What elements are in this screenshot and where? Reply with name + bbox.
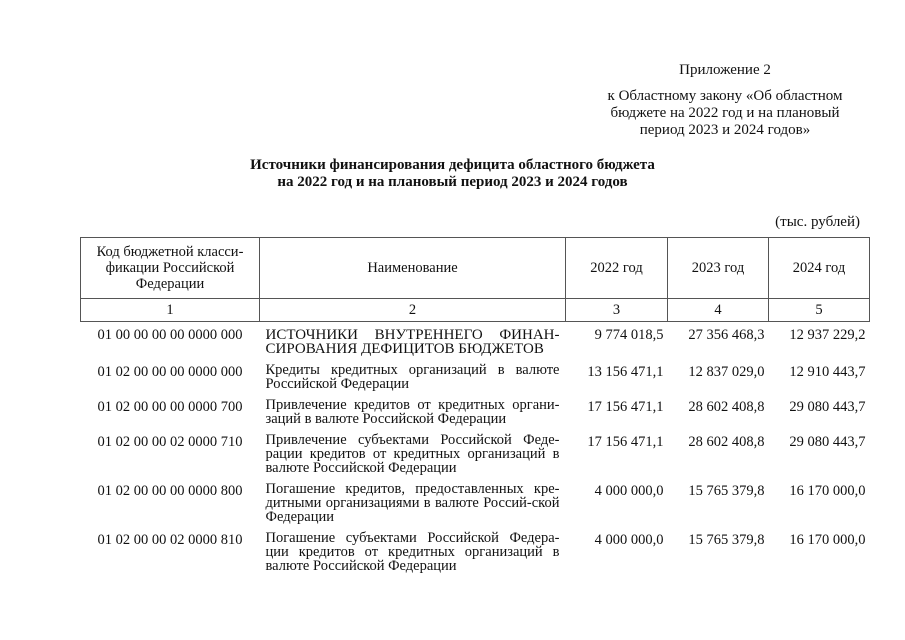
row-value-2024: 12 910 443,7: [789, 364, 866, 380]
row-code: 01 00 00 00 00 0000 000: [97, 327, 243, 343]
header-row: [81, 238, 870, 299]
header-2024: 2024 год: [769, 238, 870, 299]
header-name: Наименование: [260, 238, 566, 299]
column-number: 5: [769, 299, 870, 322]
row-value-2023: 12 837 029,0: [688, 364, 765, 380]
column-number: 4: [668, 299, 769, 322]
table-row: [81, 398, 870, 433]
row-value-2024: 16 170 000,0: [789, 483, 866, 499]
row-value-2022: 4 000 000,0: [594, 532, 664, 548]
header-code: Код бюджетной класси-фикации Российской Федерации: [81, 238, 260, 299]
annex-title: Приложение 2: [679, 62, 771, 78]
column-number: 1: [81, 299, 260, 322]
row-value-2022: 17 156 471,1: [587, 434, 664, 450]
table-row: [81, 482, 870, 531]
row-value-2024: 29 080 443,7: [789, 434, 866, 450]
row-value-2022: 4 000 000,0: [594, 483, 664, 499]
row-value-2022: 13 156 471,1: [587, 364, 664, 380]
row-name: Привлечение субъектами Российской Феде-рации кредитов от кредитных организаций в валюте Российской Федерации: [265, 432, 560, 476]
row-code: 01 02 00 00 00 0000 000: [97, 364, 243, 380]
table-row: [81, 433, 870, 482]
row-value-2024: 16 170 000,0: [789, 532, 866, 548]
column-number-row: [81, 299, 870, 322]
header-2023: 2023 год: [668, 238, 769, 299]
row-value-2023: 15 765 379,8: [688, 483, 765, 499]
units-label: (тыс. рублей): [775, 214, 860, 230]
header-2022: 2022 год: [566, 238, 668, 299]
row-value-2023: 28 602 408,8: [688, 434, 765, 450]
row-value-2023: 15 765 379,8: [688, 532, 765, 548]
row-code: 01 02 00 00 02 0000 810: [97, 532, 243, 548]
row-value-2024: 12 937 229,2: [789, 327, 866, 343]
document-title-line-1: Источники финансирования дефицита областного бюджета: [250, 157, 655, 173]
column-number: 3: [566, 299, 668, 322]
row-name: Погашение субъектами Российской Федера-ции кредитов от кредитных организаций в валюте Российской Федерации: [265, 530, 560, 574]
row-value-2024: 29 080 443,7: [789, 399, 866, 415]
column-number: 2: [260, 299, 566, 322]
row-value-2023: 28 602 408,8: [688, 399, 765, 415]
table-row: [81, 322, 870, 364]
document-title: [0, 157, 905, 191]
sources-table: [80, 237, 870, 580]
row-value-2022: 9 774 018,5: [594, 327, 664, 343]
table-row: [81, 531, 870, 580]
table-row: [81, 363, 870, 398]
row-code: 01 02 00 00 00 0000 800: [97, 483, 243, 499]
row-value-2022: 17 156 471,1: [587, 399, 664, 415]
row-code: 01 02 00 00 02 0000 710: [97, 434, 243, 450]
row-name: Кредиты кредитных организаций в валюте Российской Федерации: [265, 362, 560, 392]
annex-reference: к Областному закону «Об областном бюджете на 2022 год и на плановый период 2023 и 2024 годов»: [607, 88, 843, 138]
row-name: Привлечение кредитов от кредитных органи-заций в валюте Российской Федерации: [265, 397, 560, 427]
row-name: ИСТОЧНИКИ ВНУТРЕННЕГО ФИНАН-СИРОВАНИЯ ДЕФИЦИТОВ БЮДЖЕТОВ: [265, 327, 560, 357]
document-title-line-2: на 2022 год и на плановый период 2023 и 2024 годов: [277, 174, 628, 190]
row-value-2023: 27 356 468,3: [688, 327, 765, 343]
row-name: Погашение кредитов, предоставленных кре-дитными организациями в валюте Россий-ской Федерации: [265, 481, 560, 525]
row-code: 01 02 00 00 00 0000 700: [97, 399, 243, 415]
